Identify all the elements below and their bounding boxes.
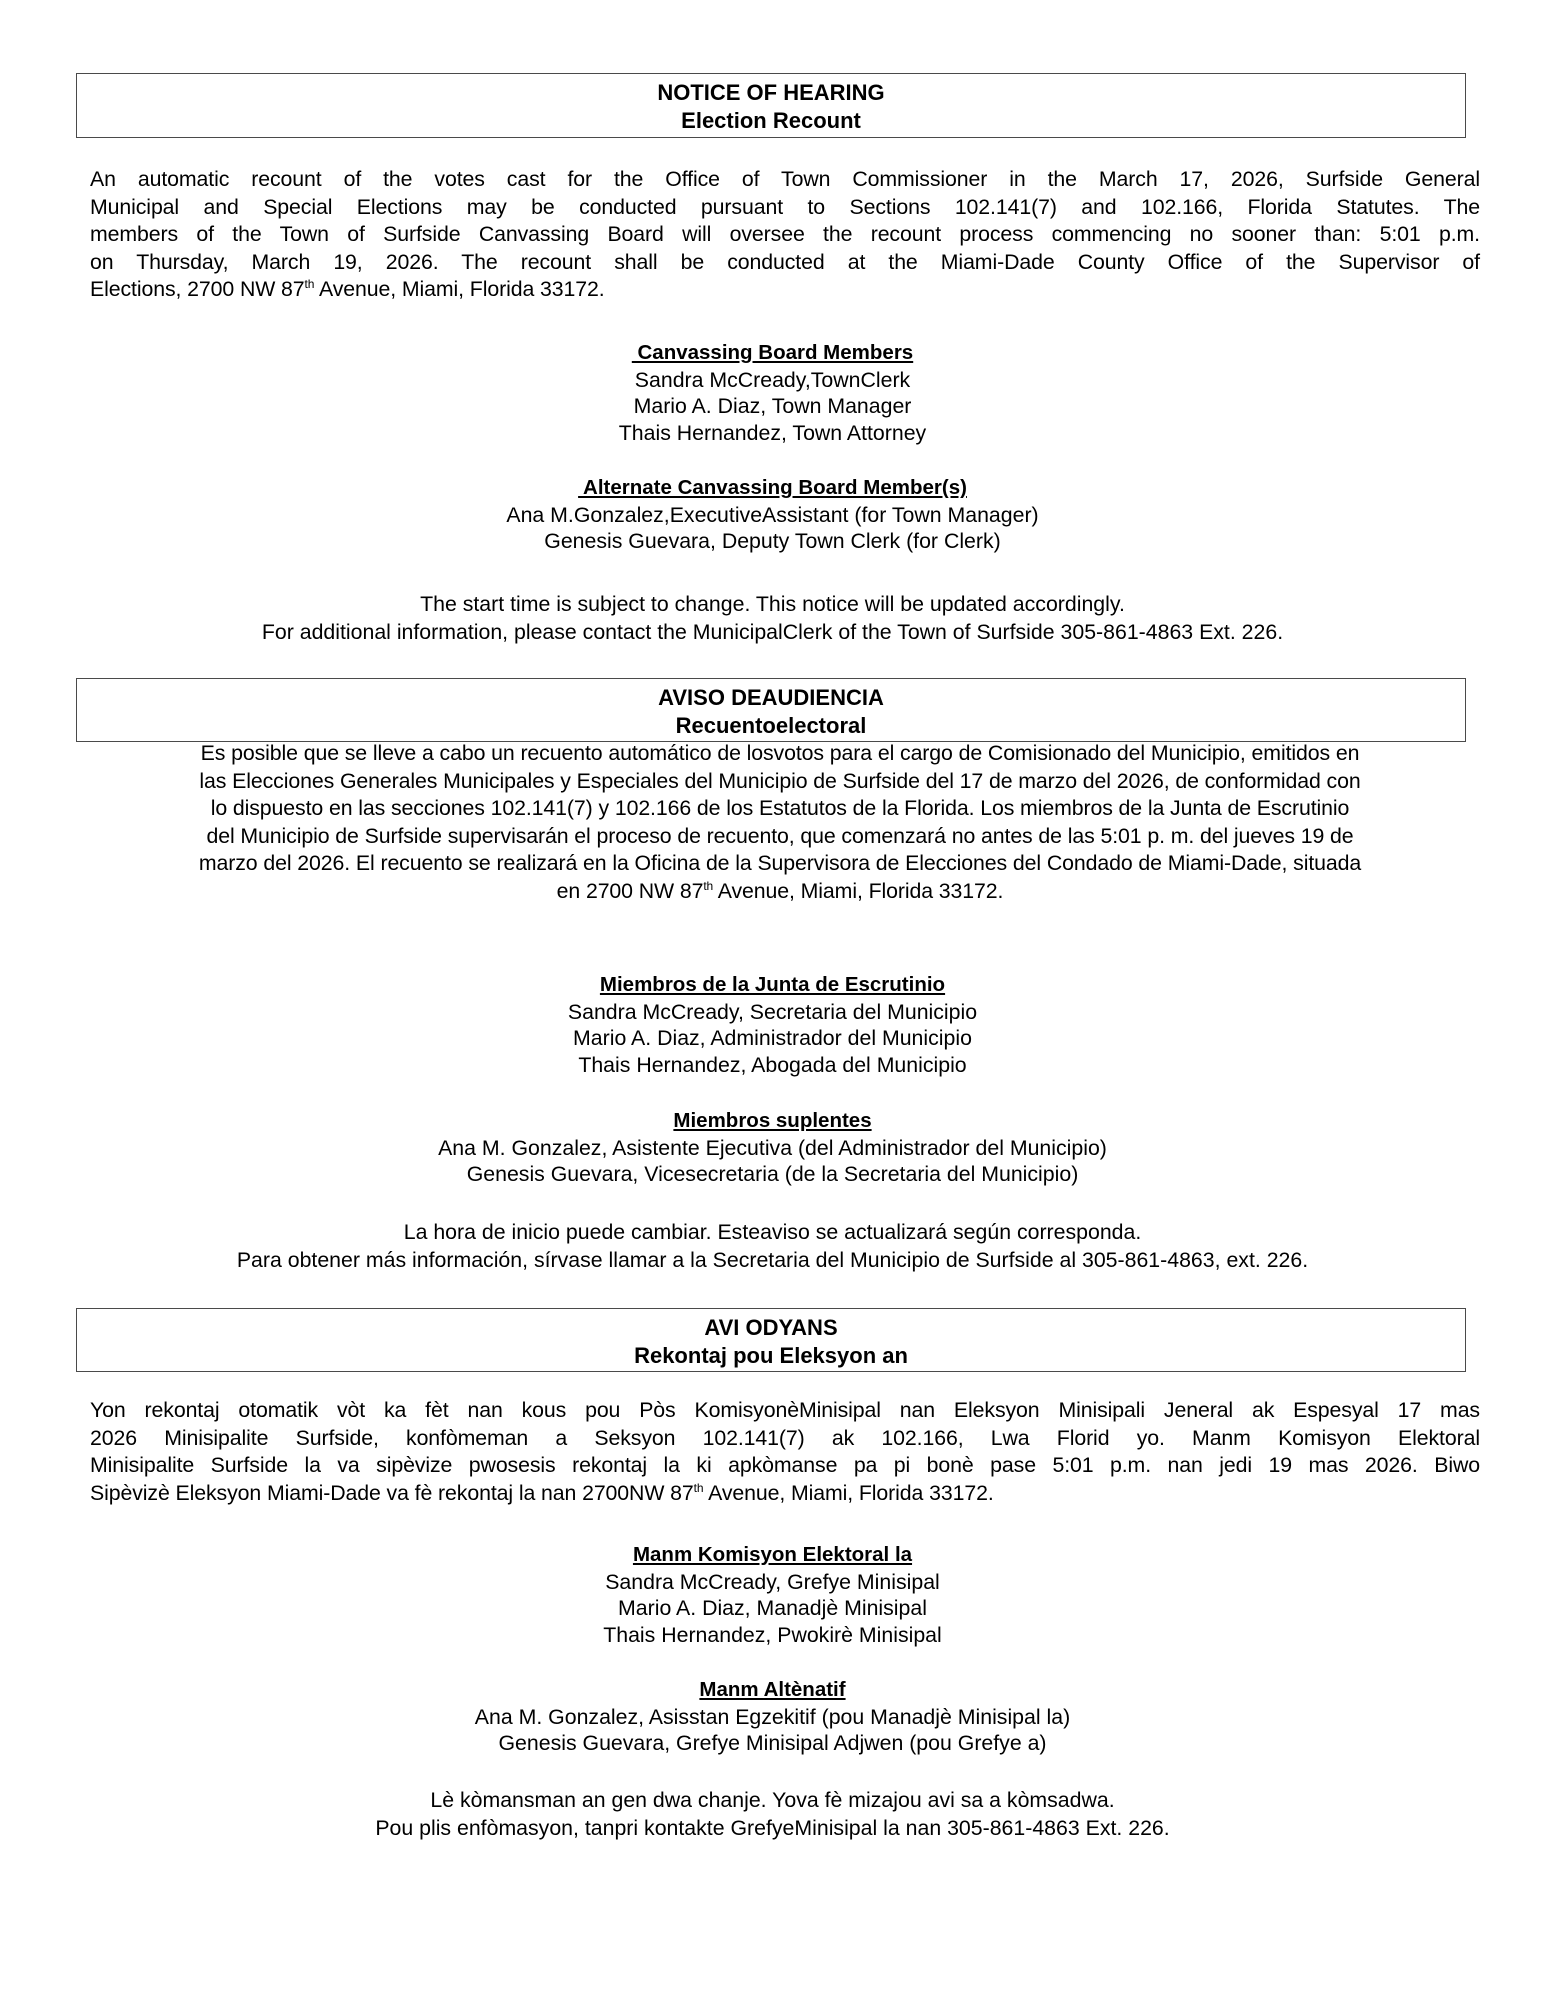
spanish-title-box	[76, 678, 1466, 742]
spanish-alternate-members	[0, 1108, 1545, 1188]
creole-alternate-heading: Manm Altènatif	[699, 1678, 846, 1701]
creole-address-text: Sipèvizè Eleksyon Miami-Dade va fè rekontaj la nan 2700NW 87	[90, 1480, 694, 1505]
english-paragraph-line: on Thursday, March 19, 2026. The recount shall be conducted at the Miami-Dade County Office of the Supervisor of	[90, 249, 1480, 274]
spanish-paragraph-line: marzo del 2026. El recuento se realizará en la Oficina de la Supervisora de Elecciones del Condado de Miami-Dade, situada	[198, 851, 1362, 875]
creole-footer-line: Lè kòmansman an gen dwa chanje. Yova fè mizajou avi sa a kòmsadwa.	[430, 1788, 1115, 1812]
english-footer-line: The start time is subject to change. This notice will be updated accordingly.	[420, 592, 1125, 616]
english-ordinal-suffix: th	[304, 277, 315, 291]
english-paragraph	[90, 166, 1480, 304]
english-alternate-member: Genesis Guevara, Deputy Town Clerk (for Clerk)	[544, 529, 1001, 553]
spanish-paragraph	[80, 740, 1480, 905]
english-title-box	[76, 73, 1466, 138]
english-board-heading: Canvassing Board Members	[631, 341, 914, 364]
creole-paragraph	[90, 1397, 1480, 1507]
creole-paragraph-line: Minisipalite Surfside la va sipèvize pwosesis rekontaj la ki apkòmanse pa pi bonè pase 5:01 p.m. nan jedi 19 mas 2026. Biwo	[90, 1453, 1480, 1477]
creole-board-heading: Manm Komisyon Elektoral la	[632, 1543, 913, 1566]
spanish-address-text-end: Avenue, Miami, Florida 33172.	[713, 878, 1004, 903]
spanish-board-member: Sandra McCready, Secretaria del Municipio	[567, 999, 978, 1024]
english-footer-line: For additional information, please contact the MunicipalClerk of the Town of Surfside 305-861-4863 Ext. 226.	[261, 620, 1284, 644]
english-alternate-members	[0, 475, 1545, 555]
english-alternate-member: Ana M.Gonzalez,ExecutiveAssistant (for Town Manager)	[506, 502, 1039, 527]
creole-board-members	[0, 1542, 1545, 1648]
creole-board-member: Sandra McCready, Grefye Minisipal	[605, 1569, 940, 1594]
spanish-board-member: Mario A. Diaz, Administrador del Municipio	[573, 1026, 972, 1050]
creole-paragraph-line: 2026 Minisipalite Surfside, konfòmeman a Seksyon 102.141(7) ak 102.166, Lwa Florid yo. Manm Komisyon Elektoral	[90, 1425, 1480, 1450]
english-paragraph-line: An automatic recount of the votes cast for the Office of Town Commissioner in the March 17, 2026, Surfside General	[90, 167, 1480, 191]
creole-footer	[0, 1786, 1545, 1842]
english-board-member: Sandra McCready,TownClerk	[634, 367, 911, 392]
spanish-footer	[0, 1218, 1545, 1274]
creole-ordinal-suffix: th	[693, 1480, 704, 1495]
spanish-paragraph-last-line	[80, 878, 1480, 906]
spanish-board-members	[0, 972, 1545, 1078]
english-board-members	[0, 340, 1545, 446]
spanish-title: AVISO DEAUDIENCIA	[658, 685, 884, 710]
english-board-member: Thais Hernandez, Town Attorney	[618, 420, 927, 445]
creole-alternate-member: Genesis Guevara, Grefye Minisipal Adjwen (pou Grefye a)	[498, 1731, 1047, 1755]
spanish-board-member: Thais Hernandez, Abogada del Municipio	[578, 1052, 967, 1077]
creole-footer-line: Pou plis enfòmasyon, tanpri kontakte GrefyeMinisipal la nan 305-861-4863 Ext. 226.	[375, 1816, 1170, 1840]
creole-title-box	[76, 1308, 1466, 1372]
spanish-alternate-member: Genesis Guevara, Vicesecretaria (de la Secretaria del Municipio)	[466, 1162, 1079, 1186]
english-board-member: Mario A. Diaz, Town Manager	[633, 394, 912, 418]
english-paragraph-last-line	[90, 276, 1480, 304]
spanish-footer-line: Para obtener más información, sírvase llamar a la Secretaria del Municipio de Surfside al 305-861-4863, ext. 226.	[236, 1248, 1309, 1272]
spanish-paragraph-line: lo dispuesto en las secciones 102.141(7) y 102.166 de los Estatutos de la Florida. Los miembros de la Junta de Escrutinio	[210, 796, 1350, 820]
spanish-address-text: en 2700 NW 87	[556, 878, 704, 903]
english-address-text-end: Avenue, Miami, Florida 33172.	[314, 277, 605, 301]
spanish-alternate-heading: Miembros suplentes	[673, 1109, 872, 1132]
spanish-footer-line: La hora de inicio puede cambiar. Esteaviso se actualizará según corresponda.	[403, 1220, 1142, 1244]
creole-board-member: Thais Hernandez, Pwokirè Minisipal	[603, 1622, 942, 1647]
english-paragraph-line: Municipal and Special Elections may be conducted pursuant to Sections 102.141(7) and 102.166, Florida Statutes. The	[90, 194, 1480, 219]
creole-subtitle: Rekontaj pou Eleksyon an	[634, 1343, 908, 1368]
spanish-board-heading: Miembros de la Junta de Escrutinio	[599, 973, 946, 996]
spanish-paragraph-line: del Municipio de Surfside supervisarán el proceso de recuento, que comenzará no antes de las 5:01 p. m. del jueves 19 de	[206, 823, 1354, 848]
creole-alternate-member: Ana M. Gonzalez, Asisstan Egzekitif (pou Manadjè Minisipal la)	[474, 1704, 1071, 1729]
english-footer	[0, 590, 1545, 646]
english-subtitle: Election Recount	[681, 108, 861, 133]
creole-board-member: Mario A. Diaz, Manadjè Minisipal	[618, 1596, 927, 1620]
english-title: NOTICE OF HEARING	[657, 80, 885, 105]
creole-paragraph-line: Yon rekontaj otomatik vòt ka fèt nan kous pou Pòs KomisyonèMinisipal nan Eleksyon Minisipali Jeneral ak Espesyal 17 mas	[90, 1398, 1480, 1422]
spanish-paragraph-line: las Elecciones Generales Municipales y Especiales del Municipio de Surfside del 17 de marzo del 2026, de conformidad con	[199, 768, 1361, 793]
english-address-text: Elections, 2700 NW 87	[90, 277, 305, 301]
creole-address-text-end: Avenue, Miami, Florida 33172.	[703, 1480, 994, 1505]
english-alternate-heading: Alternate Canvassing Board Member(s)	[578, 476, 967, 499]
creole-title: AVI ODYANS	[704, 1315, 838, 1340]
spanish-paragraph-line: Es posible que se lleve a cabo un recuento automático de losvotos para el cargo de Comisionado del Municipio, emitidos en	[200, 741, 1360, 765]
english-paragraph-line: members of the Town of Surfside Canvassing Board will oversee the recount process commencing no sooner than: 5:01 p.m.	[90, 222, 1480, 246]
spanish-ordinal-suffix: th	[703, 878, 714, 893]
spanish-subtitle: Recuentoelectoral	[675, 713, 867, 738]
creole-paragraph-last-line	[90, 1480, 1480, 1508]
spanish-alternate-member: Ana M. Gonzalez, Asistente Ejecutiva (del Administrador del Municipio)	[438, 1135, 1107, 1160]
creole-alternate-members	[0, 1677, 1545, 1757]
